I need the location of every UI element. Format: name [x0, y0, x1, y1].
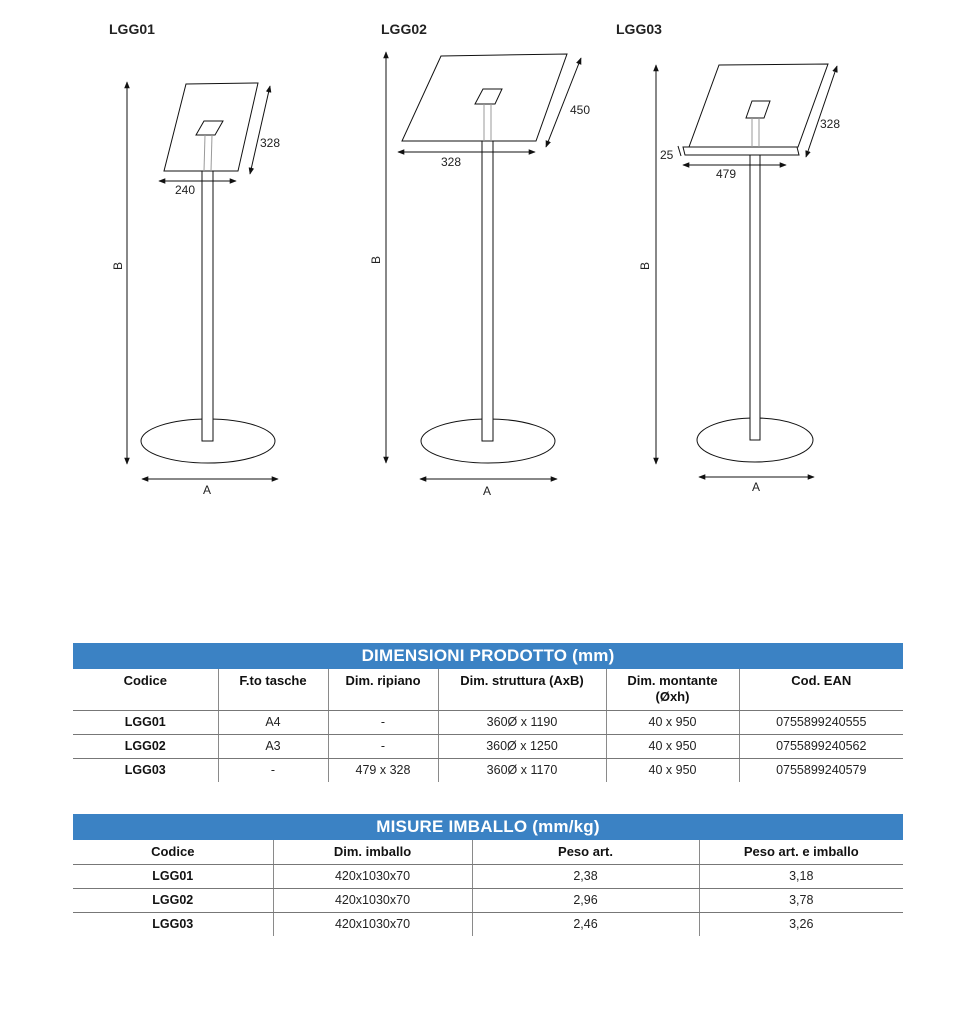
dim-label-b: B — [638, 261, 652, 270]
cell-dim-imballo: 420x1030x70 — [273, 888, 472, 912]
cell-formato-tasche: A4 — [218, 710, 328, 734]
cell-cod-ean: 0755899240562 — [739, 734, 903, 758]
model-title-lgg01: LGG01 — [109, 21, 155, 37]
stand-pole — [482, 141, 493, 441]
cell-dim-ripiano: - — [328, 710, 438, 734]
column-header-formato-tasche: F.to tasche — [218, 669, 328, 710]
shelf-depth-mark — [678, 146, 681, 156]
cell-formato-tasche: - — [218, 758, 328, 782]
cell-codice: LGG01 — [73, 710, 218, 734]
dim-label-450: 450 — [570, 103, 591, 117]
cell-peso-art: 2,96 — [472, 888, 699, 912]
table-row — [73, 734, 903, 758]
dim-label-b: B — [369, 255, 383, 264]
packaging-table — [73, 814, 903, 936]
model-title-lgg02: LGG02 — [381, 21, 427, 37]
cell-formato-tasche: A3 — [218, 734, 328, 758]
cell-dim-montante: 40 x 950 — [606, 734, 739, 758]
cell-dim-struttura: 360Ø x 1170 — [438, 758, 606, 782]
cell-dim-struttura: 360Ø x 1190 — [438, 710, 606, 734]
cell-peso-art-imballo: 3,78 — [699, 888, 903, 912]
column-header-dim-ripiano: Dim. ripiano — [328, 669, 438, 710]
cell-dim-montante: 40 x 950 — [606, 758, 739, 782]
table-row — [73, 864, 903, 888]
cell-codice: LGG03 — [124, 763, 166, 778]
table-row — [73, 758, 903, 782]
dim-label-328: 328 — [260, 136, 281, 150]
cell-dim-struttura: 360Ø x 1250 — [438, 734, 606, 758]
cell-peso-art-imballo: 3,26 — [699, 912, 903, 936]
stand-pole — [750, 153, 760, 440]
cell-dim-ripiano: - — [328, 734, 438, 758]
column-header-peso-art-imballo: Peso art. e imballo — [699, 840, 903, 864]
column-header-dim-struttura: Dim. struttura (AxB) — [438, 669, 606, 710]
cell-codice: LGG03 — [152, 917, 194, 932]
table-row — [73, 912, 903, 936]
table-row — [73, 888, 903, 912]
cell-dim-imballo: 420x1030x70 — [273, 912, 472, 936]
cell-codice: LGG02 — [73, 888, 273, 912]
cell-peso-art: 2,46 — [472, 912, 699, 936]
dim-label-a: A — [752, 480, 761, 494]
dim-label-328: 328 — [441, 155, 462, 169]
dim-label-479: 479 — [716, 167, 737, 181]
dim-label-240: 240 — [175, 183, 196, 197]
column-header-peso-art: Peso art. — [472, 840, 699, 864]
stand-shelf — [683, 147, 799, 155]
dim-label-a: A — [483, 484, 492, 498]
table-title: MISURE IMBALLO (mm/kg) — [73, 814, 903, 840]
dim-label-25: 25 — [660, 148, 674, 162]
cell-codice: LGG01 — [73, 864, 273, 888]
dim-label-328: 328 — [820, 117, 841, 131]
column-header-dim-montante: Dim. montante (Øxh) — [606, 669, 739, 710]
column-header-cod-ean: Cod. EAN — [739, 669, 903, 710]
table-title: DIMENSIONI PRODOTTO (mm) — [73, 643, 903, 669]
model-title-lgg03: LGG03 — [616, 21, 662, 37]
cell-peso-art-imballo: 3,18 — [699, 864, 903, 888]
dim-label-b: B — [111, 261, 125, 270]
product-dimensions-table — [73, 643, 903, 782]
cell-peso-art: 2,38 — [472, 864, 699, 888]
drawing-lgg02 — [386, 52, 581, 479]
column-header-codice: Codice — [73, 840, 273, 864]
table-row — [73, 710, 903, 734]
column-header-codice: Codice — [73, 669, 218, 710]
cell-dim-montante: 40 x 950 — [606, 710, 739, 734]
drawing-lgg01 — [127, 82, 281, 479]
cell-cod-ean: 0755899240555 — [739, 710, 903, 734]
cell-dim-imballo: 420x1030x70 — [273, 864, 472, 888]
drawing-lgg03 — [656, 64, 837, 477]
cell-dim-ripiano: 479 x 328 — [328, 758, 438, 782]
column-header-dim-imballo: Dim. imballo — [273, 840, 472, 864]
cell-codice: LGG02 — [73, 734, 218, 758]
dim-label-a: A — [203, 483, 212, 497]
stand-pole — [202, 142, 213, 441]
cell-cod-ean: 0755899240579 — [739, 758, 903, 782]
